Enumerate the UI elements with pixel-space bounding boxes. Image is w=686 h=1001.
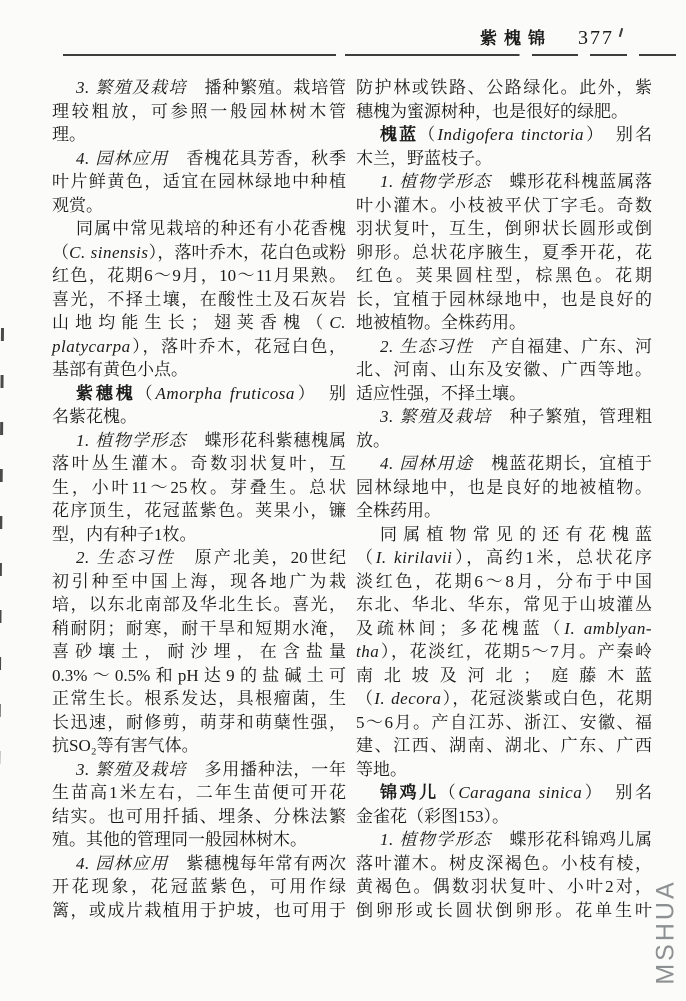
text-line: 2. 生态习性 产自福建、广东、河 <box>380 336 653 356</box>
text-line: 落叶灌木。树皮深褐色。小枝有棱， <box>356 853 652 873</box>
text-line: （I. decora），花冠淡紫或白色，花期 <box>356 689 653 708</box>
text-line: 地被植物。全株药用。 <box>356 313 526 332</box>
text-line: 篱，或成片栽植用于护坡，也可用于 <box>52 900 346 920</box>
text-line: 园林绿地中，也是良好的地被植物。 <box>356 477 652 497</box>
text-line: 生苗高1米左右，二年生苗便可开花 <box>52 783 346 802</box>
text-line: 紫穗槐（Amorpha fruticosa） 别 <box>76 383 347 403</box>
text-line: 同属中常见栽培的种还有小花香槐 <box>76 219 346 238</box>
text-line: 理较粗放，可参照一般园林树木管 <box>52 101 346 121</box>
text-line: 3. 繁殖及栽培 种子繁殖，管理粗 <box>380 407 653 426</box>
text-line: 培，以东北南部及华北生长。喜光， <box>52 595 346 614</box>
text-line: 叶小灌木。小枝被平伏丁字毛。奇数 <box>356 195 652 215</box>
watermark-text: MSHUA <box>651 879 680 985</box>
text-line: 长迅速，耐修剪，萌芽和萌蘖性强， <box>52 712 346 732</box>
text-line: 锦鸡儿（Caragana sinica） 别名 <box>380 783 653 802</box>
text-column-left <box>52 76 346 922</box>
text-line: 开花现象，花冠蓝紫色，可用作绿 <box>52 877 346 896</box>
running-head-title: 紫槐锦 <box>480 29 552 48</box>
text-line: 落叶丛生灌木。奇数羽状复叶，互 <box>52 454 346 473</box>
text-line: 穗槐为蜜源树种，也是很好的绿肥。 <box>356 101 628 121</box>
page-number: 377 <box>578 27 614 49</box>
text-line: 南北坡及河北；庭藤木蓝 <box>356 665 652 685</box>
text-line: 抗SO₂等有害气体。 <box>52 736 199 755</box>
text-line: 卵形。总状花序腋生，夏季开花，花 <box>356 242 652 262</box>
header-rule <box>63 54 676 56</box>
text-line: 4. 园林应用 紫穗槐每年常有两次 <box>76 853 347 873</box>
text-line: 生，小叶11～25枚。芽叠生。总状 <box>52 477 346 497</box>
text-line: tha），花淡红，花期5～7月。产秦岭 <box>356 642 652 661</box>
text-line: 花序顶生，花冠蓝紫色。荚果小，镰 <box>52 501 346 520</box>
text-line: 红色。荚果圆柱型，棕黑色。花期 <box>356 266 652 285</box>
text-line: 基部有黄色小点。 <box>52 360 188 379</box>
text-line: 淡红色，花期6～8月，分布于中国 <box>356 571 652 591</box>
text-line: 红色，花期6～9月，10～11月果熟。 <box>52 266 346 285</box>
text-line: 2. 生态习性 原产北美，20世纪 <box>76 548 347 567</box>
page-header <box>0 24 614 50</box>
text-line: 3. 繁殖及栽培 多用播种法，一年 <box>76 759 347 779</box>
text-line: 长，宜植于园林绿地中，也是良好的 <box>356 289 652 309</box>
text-line: （I. kirilavii），高约1米，总状花序 <box>356 548 653 567</box>
text-line: 1. 植物学形态 蝶形花科锦鸡儿属 <box>380 830 653 849</box>
text-line: 黄褐色。偶数羽状复叶、小叶2对， <box>356 877 652 896</box>
text-line: 木兰，野蓝枝子。 <box>356 148 492 168</box>
text-line: 同属植物常见的还有花槐蓝 <box>380 524 652 544</box>
text-line: （C. sinensis），落叶乔木，花白色或粉 <box>52 242 346 262</box>
text-line: 结实。也可用扦插、埋条、分株法繁 <box>52 806 346 826</box>
text-line: 型，内有种子1枚。 <box>52 524 197 544</box>
text-line: 羽状复叶，互生，倒卵状长圆形或倒 <box>356 219 652 238</box>
text-line: 殖。其他的管理同一般园林树木。 <box>52 830 307 849</box>
text-column-right <box>356 76 652 922</box>
text-line: 适应性强，不择土壤。 <box>356 383 526 403</box>
text-line: 放。 <box>356 430 390 450</box>
text-line: 喜砂壤土，耐沙埋，在含盐量 <box>52 642 346 661</box>
text-line: 5～6月。产自江苏、浙江、安徽、福 <box>356 712 652 732</box>
pen-tick-mark <box>619 28 623 37</box>
text-line: 1. 植物学形态 蝶形花科槐蓝属落 <box>380 172 653 191</box>
text-line: 喜光，不择土壤，在酸性土及石灰岩 <box>52 289 346 309</box>
text-line: 初引种至中国上海，现各地广为栽 <box>52 571 346 591</box>
text-line: 名紫花槐。 <box>52 407 137 426</box>
text-line: 防护林或铁路、公路绿化。此外，紫 <box>356 78 652 97</box>
text-line: 及疏林间；多花槐蓝（I. amblyan- <box>356 618 652 638</box>
text-line: 建、江西、湖南、湖北、广东、广西 <box>356 736 652 755</box>
text-line: 倒卵形或长圆状倒卵形。花单生叶 <box>356 900 652 920</box>
text-line: platycarpa），落叶乔木，花冠白色， <box>52 336 346 356</box>
text-line: 正常生长。根系发达，具根瘤菌，生 <box>52 689 346 708</box>
text-line: 东北、华北、华东，常见于山坡灌丛 <box>356 595 652 614</box>
text-line: 4. 园林用途 槐蓝花期长，宜植于 <box>380 454 653 473</box>
text-line: 叶片鲜黄色，适宜在园林绿地中种植 <box>52 172 346 191</box>
text-line: 全株药用。 <box>356 501 441 520</box>
text-line: 金雀花（彩图153）。 <box>356 806 509 826</box>
text-line: 4. 园林应用 香槐花具芳香，秋季 <box>76 148 347 168</box>
text-line: 稍耐阴；耐寒，耐干旱和短期水淹， <box>52 618 346 638</box>
text-line: 等地。 <box>356 759 407 779</box>
text-line: 槐蓝（Indigofera tinctoria） 别名 <box>380 125 653 144</box>
text-line: 3. 繁殖及栽培 播种繁殖。栽培管 <box>76 78 347 97</box>
text-line: 山地均能生长；翅荚香槐（C. <box>52 313 346 332</box>
text-line: 0.3%～0.5%和pH达9的盐碱土可 <box>52 665 346 685</box>
text-line: 理。 <box>52 125 86 144</box>
text-line: 观赏。 <box>52 195 103 215</box>
text-line: 1. 植物学形态 蝶形花科紫穗槐属 <box>76 430 347 450</box>
scan-binding-artifact <box>0 328 4 993</box>
text-line: 北、河南、山东及安徽、广西等地。 <box>356 360 652 379</box>
